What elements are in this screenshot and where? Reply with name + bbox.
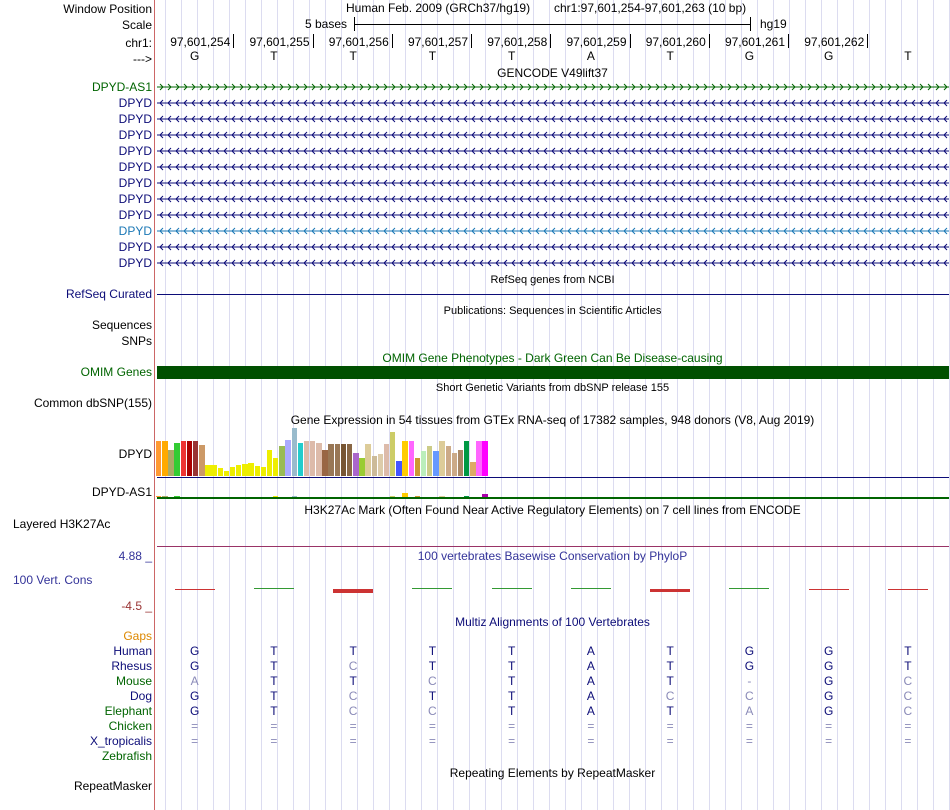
- alignment-base: =: [349, 734, 357, 748]
- reference-base: G: [744, 49, 755, 63]
- alignment-base: =: [428, 719, 436, 733]
- gtex-bar[interactable]: [353, 453, 358, 476]
- gtex-bar[interactable]: [211, 465, 216, 476]
- scale-bar: [354, 24, 751, 25]
- coordinate-label: 97,601,255: [249, 35, 310, 49]
- reference-base: T: [270, 49, 278, 63]
- coordinate-tick: [233, 34, 234, 48]
- repeatmasker-title: Repeating Elements by RepeatMasker: [449, 766, 656, 780]
- species-label-zebrafish[interactable]: Zebrafish: [101, 749, 152, 763]
- alignment-base: =: [191, 719, 199, 733]
- gene-label-dpyd[interactable]: DPYD: [118, 128, 152, 142]
- alignment-base: T: [270, 659, 278, 673]
- scale-db: hg19: [760, 17, 787, 31]
- dbsnp-title: Short Genetic Variants from dbSNP release 155: [435, 382, 670, 394]
- gene-line-dpyd[interactable]: [157, 146, 949, 156]
- gtex-bar[interactable]: [279, 446, 284, 476]
- gtex-bar[interactable]: [304, 441, 309, 476]
- coordinate-label: 97,601,257: [407, 35, 468, 49]
- scale-label: Scale: [121, 18, 152, 32]
- alignment-base: =: [191, 734, 199, 748]
- gtex-bar[interactable]: [322, 450, 327, 476]
- coordinate-tick: [313, 34, 314, 48]
- gtex-bar[interactable]: [439, 441, 444, 476]
- alignment-base: T: [666, 674, 674, 688]
- gtex-bar[interactable]: [316, 443, 321, 476]
- gtex-bar[interactable]: [415, 458, 420, 476]
- gene-label-dpyd[interactable]: DPYD: [118, 240, 152, 254]
- alignment-base: =: [349, 719, 357, 733]
- alignment-base: =: [904, 734, 912, 748]
- gtex-bar[interactable]: [285, 440, 290, 476]
- multiz-title: Multiz Alignments of 100 Vertebrates: [455, 615, 650, 629]
- alignment-base: T: [507, 644, 516, 658]
- gtex-bar[interactable]: [482, 441, 487, 476]
- gtex-bar[interactable]: [409, 441, 414, 476]
- gtex-bar[interactable]: [390, 432, 395, 476]
- alignment-base: A: [586, 704, 595, 718]
- gtex-bar[interactable]: [421, 451, 426, 476]
- reference-base: T: [507, 49, 516, 63]
- species-label-x_tropicalis[interactable]: X_tropicalis: [89, 734, 152, 748]
- gene-line-dpyd[interactable]: [157, 258, 949, 268]
- h3k27ac-label[interactable]: Layered H3K27Ac: [13, 517, 111, 531]
- gtex-bar[interactable]: [218, 468, 223, 476]
- snps-label[interactable]: SNPs: [121, 334, 152, 348]
- gtex-bar[interactable]: [168, 450, 173, 476]
- gtex-bar[interactable]: [205, 465, 210, 476]
- reference-base: T: [428, 49, 437, 63]
- alignment-base: -: [747, 674, 752, 688]
- publications-title: Publications: Sequences in Scientific Articles: [443, 305, 662, 317]
- gtex-bar[interactable]: [470, 462, 475, 476]
- gtex-bar[interactable]: [452, 453, 457, 476]
- alignment-base: T: [428, 644, 437, 658]
- gtex-bar[interactable]: [236, 465, 241, 476]
- phylop-max-label: 4.88 _: [118, 549, 152, 563]
- alignment-base: =: [587, 719, 595, 733]
- reference-base: A: [586, 49, 595, 63]
- phylop-score-mark: [888, 589, 928, 590]
- alignment-base: =: [825, 734, 833, 748]
- reference-base: T: [666, 49, 674, 63]
- gtex-bar[interactable]: [427, 446, 432, 476]
- gaps-label: Gaps: [123, 629, 152, 643]
- assembly-name: Human Feb. 2009 (GRCh37/hg19): [346, 1, 531, 15]
- alignment-base: =: [666, 719, 674, 733]
- scale-text: 5 bases: [305, 17, 348, 31]
- alignment-base: A: [586, 674, 595, 688]
- gtex-dpyd-as1-baseline: [157, 497, 949, 499]
- h3k27ac-title: H3K27Ac Mark (Often Found Near Active Regulatory Elements) on 7 cell lines from ENCODE: [304, 503, 801, 517]
- omim-gene-bar[interactable]: [157, 366, 949, 379]
- gtex-bar[interactable]: [328, 444, 333, 476]
- gtex-bar[interactable]: [347, 444, 352, 476]
- gtex-bar[interactable]: [174, 443, 179, 476]
- alignment-base: T: [428, 689, 437, 703]
- gtex-dpyd-baseline: [157, 477, 949, 478]
- phylop-score-mark: [254, 588, 294, 589]
- alignment-base: T: [666, 704, 674, 718]
- coordinate-tick: [709, 34, 710, 48]
- h3k27ac-baseline: [157, 546, 949, 547]
- gene-label-dpyd[interactable]: DPYD: [118, 176, 152, 190]
- gtex-bar[interactable]: [199, 445, 204, 476]
- alignment-base: C: [428, 674, 437, 688]
- gtex-bar[interactable]: [181, 441, 186, 476]
- alignment-base: C: [903, 674, 913, 688]
- species-label-elephant[interactable]: Elephant: [104, 704, 152, 718]
- alignment-base: C: [903, 689, 913, 703]
- coordinate-label: 97,601,258: [487, 35, 548, 49]
- gene-label-dpyd[interactable]: DPYD: [118, 144, 152, 158]
- alignment-base: =: [587, 734, 595, 748]
- gtex-bar[interactable]: [372, 456, 377, 476]
- alignment-base: T: [507, 674, 516, 688]
- alignment-base: T: [666, 644, 674, 658]
- gtex-bar[interactable]: [156, 441, 161, 476]
- alignment-base: T: [904, 644, 912, 658]
- gtex-bar[interactable]: [292, 428, 297, 476]
- chrom-label: chr1:: [125, 36, 152, 50]
- alignment-base: T: [270, 674, 278, 688]
- gtex-bar[interactable]: [230, 467, 235, 476]
- gtex-bar[interactable]: [267, 450, 272, 476]
- gtex-bar[interactable]: [335, 444, 340, 476]
- gtex-bar[interactable]: [384, 444, 389, 476]
- gtex-bar[interactable]: [187, 441, 192, 476]
- alignment-base: G: [823, 689, 834, 703]
- gtex-bar[interactable]: [298, 443, 303, 476]
- gene-label-dpyd-as1[interactable]: DPYD-AS1: [91, 80, 152, 94]
- species-label-mouse[interactable]: Mouse: [115, 674, 152, 688]
- alignment-base: =: [904, 719, 912, 733]
- gtex-bar[interactable]: [162, 441, 167, 476]
- gene-line-dpyd[interactable]: [157, 226, 949, 236]
- strand-label: --->: [133, 52, 152, 66]
- species-label-human[interactable]: Human: [113, 644, 152, 658]
- coordinate-tick: [392, 34, 393, 48]
- alignment-base: A: [586, 689, 595, 703]
- alignment-base: G: [823, 704, 834, 718]
- species-label-chicken[interactable]: Chicken: [108, 719, 152, 733]
- alignment-base: T: [666, 659, 674, 673]
- gene-line-dpyd[interactable]: [157, 114, 949, 124]
- coordinate-label: 97,601,256: [328, 35, 389, 49]
- gtex-bar[interactable]: [193, 441, 198, 476]
- phylop-min-label: -4.5 _: [121, 599, 152, 613]
- coordinate-label: 97,601,261: [724, 35, 785, 49]
- alignment-base: C: [348, 704, 358, 718]
- alignment-base: T: [904, 659, 912, 673]
- coordinate-label: 97,601,260: [645, 35, 706, 49]
- gtex-bar[interactable]: [341, 444, 346, 476]
- gtex-bar[interactable]: [261, 467, 266, 476]
- alignment-base: G: [189, 704, 200, 718]
- gene-label-dpyd[interactable]: DPYD: [118, 112, 152, 126]
- gene-line-dpyd[interactable]: [157, 242, 949, 252]
- alignment-base: T: [270, 689, 278, 703]
- refseq-title: RefSeq genes from NCBI: [490, 274, 615, 286]
- alignment-base: =: [745, 719, 753, 733]
- gene-label-dpyd[interactable]: DPYD: [118, 160, 152, 174]
- alignment-base: =: [666, 734, 674, 748]
- alignment-base: A: [745, 704, 754, 718]
- phylop-score-mark: [729, 588, 769, 589]
- alignment-base: =: [270, 719, 278, 733]
- gene-line-dpyd[interactable]: [157, 194, 949, 204]
- position-range: chr1:97,601,254-97,601,263 (10 bp): [554, 1, 747, 15]
- dbsnp-label[interactable]: Common dbSNP(155): [33, 396, 152, 410]
- label-column-border: [154, 0, 155, 810]
- alignment-base: C: [348, 689, 358, 703]
- gtex-bar[interactable]: [255, 466, 260, 476]
- reference-base: G: [823, 49, 834, 63]
- phylop-score-mark: [333, 589, 373, 593]
- gene-line-dpyd[interactable]: [157, 162, 949, 172]
- alignment-base: A: [190, 674, 199, 688]
- phylop-score-mark: [175, 589, 215, 590]
- gtex-bar[interactable]: [396, 461, 401, 476]
- phylop-score-mark: [571, 588, 611, 589]
- gtex-bar[interactable]: [378, 454, 383, 476]
- alignment-base: =: [508, 734, 516, 748]
- gtex-bar[interactable]: [402, 441, 407, 476]
- alignment-base: C: [903, 704, 913, 718]
- gtex-dpyd-label[interactable]: DPYD: [118, 447, 152, 461]
- gene-line-dpyd-as1[interactable]: [157, 82, 949, 92]
- gtex-bar[interactable]: [458, 450, 463, 476]
- reference-base: T: [904, 49, 912, 63]
- alignment-base: =: [745, 734, 753, 748]
- phylop-score-mark: [492, 588, 532, 589]
- alignment-base: A: [586, 644, 595, 658]
- gtex-bar[interactable]: [433, 451, 438, 476]
- alignment-base: T: [507, 659, 516, 673]
- gene-line-dpyd[interactable]: [157, 178, 949, 188]
- gene-line-dpyd[interactable]: [157, 130, 949, 140]
- alignment-base: G: [189, 659, 200, 673]
- alignment-base: T: [349, 644, 357, 658]
- phylop-score-mark: [412, 588, 452, 589]
- alignment-base: G: [823, 659, 834, 673]
- gtex-bar[interactable]: [242, 464, 247, 476]
- alignment-base: G: [823, 674, 834, 688]
- window-position-label: Window Position: [63, 2, 152, 16]
- alignment-base: G: [744, 644, 755, 658]
- gene-label-dpyd[interactable]: DPYD: [118, 256, 152, 270]
- reference-base: T: [349, 49, 357, 63]
- gtex-bar[interactable]: [359, 458, 364, 476]
- reference-base: G: [189, 49, 200, 63]
- coordinate-label: 97,601,259: [566, 35, 627, 49]
- repeatmasker-label[interactable]: RepeatMasker: [73, 779, 152, 793]
- gtex-bar[interactable]: [273, 458, 278, 476]
- alignment-base: G: [823, 644, 834, 658]
- alignment-base: T: [270, 644, 278, 658]
- coordinate-tick: [788, 34, 789, 48]
- coordinate-tick: [550, 34, 551, 48]
- omim-title: OMIM Gene Phenotypes - Dark Green Can Be Disease-causing: [382, 351, 723, 365]
- phylop-label[interactable]: 100 Vert. Cons: [13, 573, 93, 587]
- refseq-label[interactable]: RefSeq Curated: [65, 287, 152, 301]
- phylop-title: 100 vertebrates Basewise Conservation by PhyloP: [417, 549, 688, 563]
- alignment-base: =: [508, 719, 516, 733]
- scale-bar-end: [750, 17, 751, 31]
- alignment-base: C: [745, 689, 754, 703]
- gene-label-dpyd[interactable]: DPYD: [118, 208, 152, 222]
- sequences-label[interactable]: Sequences: [91, 318, 152, 332]
- alignment-base: G: [189, 644, 200, 658]
- gtex-dpyd-as1-label[interactable]: DPYD-AS1: [91, 485, 152, 499]
- phylop-score-mark: [809, 589, 849, 590]
- gtex-bar[interactable]: [476, 441, 481, 476]
- alignment-base: =: [825, 719, 833, 733]
- alignment-base: T: [270, 704, 278, 718]
- alignment-base: T: [507, 704, 516, 718]
- alignment-base: G: [189, 689, 200, 703]
- gtex-bar[interactable]: [310, 441, 315, 476]
- gene-label-dpyd[interactable]: DPYD: [118, 224, 152, 238]
- alignment-base: =: [428, 734, 436, 748]
- species-label-dog[interactable]: Dog: [129, 689, 152, 703]
- coordinate-label: 97,601,262: [804, 35, 865, 49]
- gtex-title: Gene Expression in 54 tissues from GTEx RNA-seq of 17382 samples, 948 donors (V8, Aug 2019): [290, 413, 815, 427]
- coordinate-tick: [630, 34, 631, 48]
- omim-genes-label[interactable]: OMIM Genes: [80, 365, 152, 379]
- alignment-base: =: [270, 734, 278, 748]
- alignment-base: G: [744, 659, 755, 673]
- gtex-bar[interactable]: [224, 471, 229, 476]
- coordinate-label: 97,601,254: [170, 35, 231, 49]
- alignment-base: C: [348, 659, 358, 673]
- species-label-rhesus[interactable]: Rhesus: [111, 659, 152, 673]
- gene-label-dpyd[interactable]: DPYD: [118, 96, 152, 110]
- gene-line-dpyd[interactable]: [157, 98, 949, 108]
- alignment-base: T: [349, 674, 357, 688]
- gene-label-dpyd[interactable]: DPYD: [118, 192, 152, 206]
- alignment-base: C: [428, 704, 437, 718]
- alignment-base: A: [586, 659, 595, 673]
- gtex-bar[interactable]: [446, 446, 451, 476]
- gtex-bar[interactable]: [464, 441, 469, 476]
- alignment-base: T: [507, 689, 516, 703]
- phylop-score-mark: [650, 589, 690, 592]
- gtex-bar[interactable]: [365, 444, 370, 476]
- alignment-base: C: [665, 689, 675, 703]
- gtex-bar[interactable]: [248, 463, 253, 476]
- alignment-base: T: [428, 659, 437, 673]
- coordinate-tick: [867, 34, 868, 48]
- refseq-gene-line[interactable]: [157, 294, 949, 295]
- coordinate-tick: [471, 34, 472, 48]
- gene-line-dpyd[interactable]: [157, 210, 949, 220]
- gencode-title: GENCODE V49lift37: [497, 66, 608, 80]
